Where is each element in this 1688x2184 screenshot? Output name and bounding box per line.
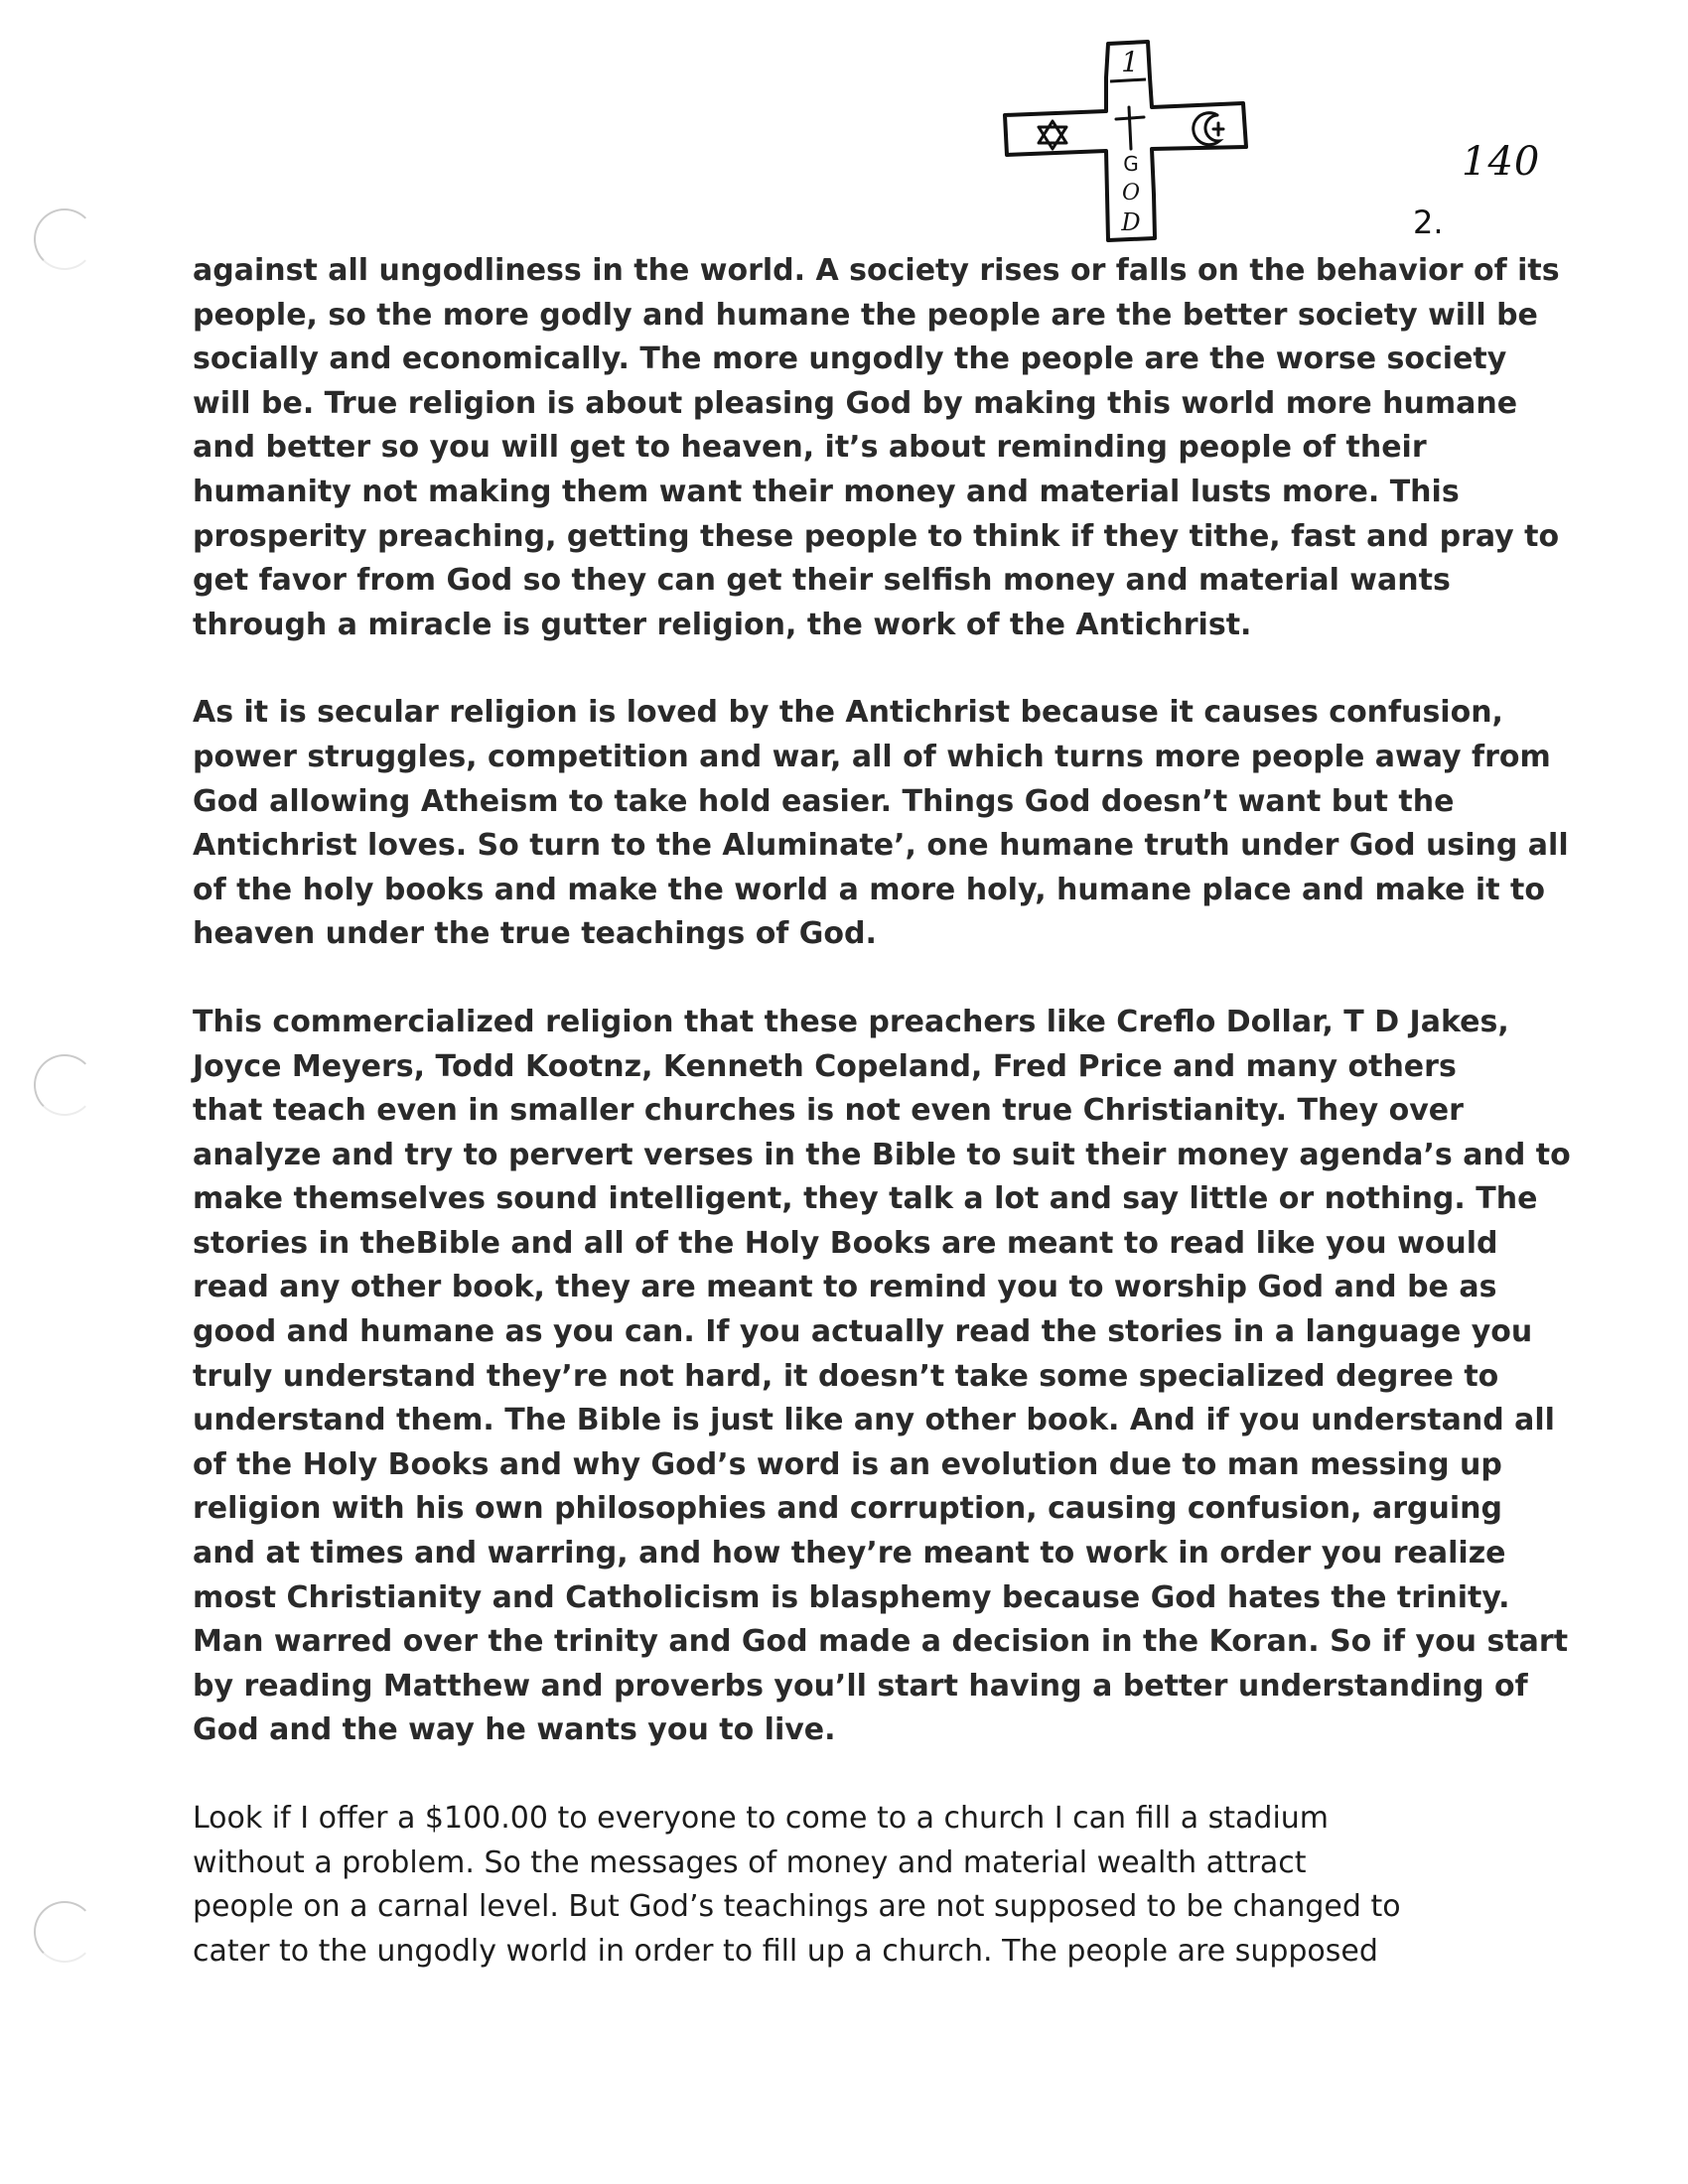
text-line: Look if I offer a $100.00 to everyone to come to a church I can fill a stadium [193, 1801, 1330, 1836]
text-line: understand them. The Bible is just like any other book. And if you understand all [193, 1403, 1555, 1438]
text-line: Joyce Meyers, Todd Kootnz, Kenneth Copeland, Fred Price and many others [193, 1048, 1457, 1084]
text-line: people on a carnal level. But God’s teachings are not supposed to be changed to [193, 1889, 1401, 1925]
christian-cross-icon [1116, 107, 1144, 149]
punch-hole-bottom [34, 1901, 95, 1963]
text-line: against all ungodliness in the world. A society rises or falls on the behavior of its [193, 253, 1560, 288]
text-line: heaven under the true teachings of God. [193, 916, 877, 952]
text-line: and better so you will get to heaven, it’s about reminding people of their [193, 430, 1427, 466]
punch-hole-top [34, 208, 95, 270]
text-line: by reading Matthew and proverbs you’ll start having a better understanding of [193, 1668, 1528, 1704]
text-line: of the Holy Books and why God’s word is an evolution due to man messing up [193, 1446, 1502, 1482]
page-number: 2. [1413, 204, 1444, 241]
emblem-letter-d: D [1121, 208, 1141, 236]
text-line: make themselves sound intelligent, they talk a lot and say little or nothing. The [193, 1181, 1538, 1217]
document-body [193, 249, 1571, 2017]
paragraph [193, 691, 1569, 957]
text-line: that teach even in smaller churches is not even true Christianity. They over [193, 1093, 1464, 1129]
text-line: most Christianity and Catholicism is blasphemy because God hates the trinity. [193, 1579, 1510, 1615]
emblem-letter-g: G [1123, 152, 1139, 176]
punch-hole-middle [34, 1054, 95, 1116]
text-line: will be. True religion is about pleasing God by making this world more humane [193, 385, 1518, 421]
paragraph [193, 1797, 1513, 1974]
text-line: and at times and warring, and how they’re meant to work in order you realize [193, 1536, 1506, 1571]
cross-emblem [1001, 38, 1267, 244]
text-line: cater to the ungodly world in order to fill up a church. The people are supposed [193, 1933, 1378, 1969]
paragraph [193, 1001, 1571, 1753]
emblem-numeral: 1 [1121, 46, 1139, 78]
text-line: power struggles, competition and war, all of which turns more people away from [193, 739, 1551, 774]
text-line: socially and economically. The more ungodly the people are the worse society [193, 341, 1507, 377]
text-line: religion with his own philosophies and corruption, causing confusion, arguing [193, 1491, 1502, 1527]
text-line: get favor from God so they can get their selfish money and material wants [193, 563, 1451, 599]
handwritten-page-annotation: 140 [1462, 139, 1541, 185]
paragraph [193, 249, 1560, 647]
text-line: read any other book, they are meant to remind you to worship God and be as [193, 1270, 1497, 1305]
star-of-david-icon [1039, 121, 1066, 149]
text-line: truly understand they’re not hard, it doesn’t take some specialized degree to [193, 1358, 1499, 1394]
text-line: Man warred over the trinity and God made a decision in the Koran. So if you start [193, 1624, 1569, 1660]
text-line: As it is secular religion is loved by the Antichrist because it causes confusion, [193, 695, 1503, 731]
text-line: of the holy books and make the world a more holy, humane place and make it to [193, 872, 1545, 907]
text-line: good and humane as you can. If you actually read the stories in a language you [193, 1314, 1533, 1350]
text-line: analyze and try to pervert verses in the Bible to suit their money agenda’s and to [193, 1137, 1571, 1172]
text-line: prosperity preaching, getting these people to think if they tithe, fast and pray to [193, 518, 1560, 554]
text-line: Antichrist loves. So turn to the Aluminate’, one humane truth under God using all [193, 828, 1569, 864]
text-line: This commercialized religion that these preachers like Creflo Dollar, T D Jakes, [193, 1004, 1509, 1039]
crescent-star-icon [1194, 113, 1223, 145]
emblem-letter-o: O [1121, 181, 1141, 205]
text-line: God allowing Atheism to take hold easier. Things God doesn’t want but the [193, 783, 1455, 819]
text-line: through a miracle is gutter religion, the work of the Antichrist. [193, 607, 1252, 642]
text-line: stories in theBible and all of the Holy Books are meant to read like you would [193, 1225, 1498, 1261]
text-line: humanity not making them want their money and material lusts more. This [193, 474, 1460, 509]
text-line: God and the way he wants you to live. [193, 1712, 836, 1748]
text-line: people, so the more godly and humane the people are the better society will be [193, 297, 1538, 333]
text-line: without a problem. So the messages of money and material wealth attract [193, 1844, 1307, 1880]
